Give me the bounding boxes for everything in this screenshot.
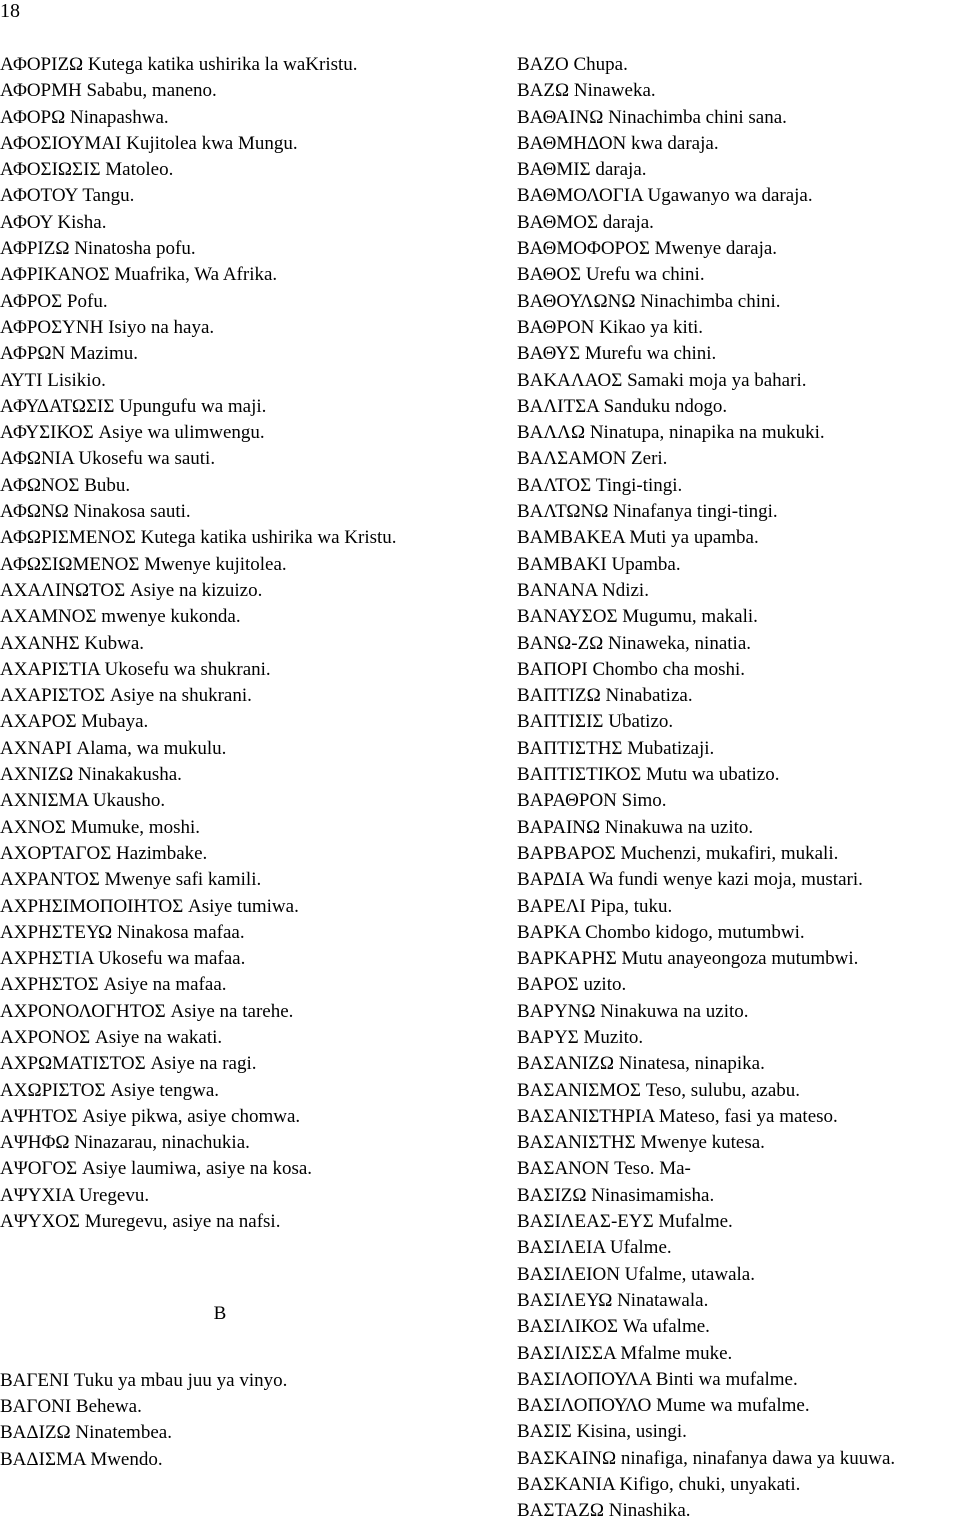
dictionary-entry: ΑΧΡΟΝΟΣ Asiye na wakati. — [0, 1026, 223, 1048]
dictionary-entry: ΑΧΝΙΣΜΑ Ukausho. — [0, 790, 166, 812]
dictionary-entry: ΒΑΣΙΛΟΠΟΥΛΟ Mume wa mufalme. — [517, 1395, 810, 1417]
dictionary-entry: ΒΑΡΕΛΙ Pipa, tuku. — [517, 895, 673, 917]
dictionary-entry: ΒΑΘΜΟΦΟΡΟΣ Mwenye daraja. — [517, 238, 778, 260]
dictionary-entry: ΑΧΡΩΜΑΤΙΣΤΟΣ Asiye na ragi. — [0, 1053, 257, 1075]
dictionary-entry: ΑΦΡΟΣΥΝΗ Isiyo na haya. — [0, 316, 215, 338]
dictionary-entry: ΑΦΡΙΖΩ Ninatosha pofu. — [0, 238, 196, 260]
dictionary-entry: ΑΧΡΗΣΤΕΥΩ Ninakosa mafaa. — [0, 921, 245, 943]
dictionary-entry: ΒΑΡΥΝΩ Ninakuwa na uzito. — [517, 1000, 749, 1022]
section-entries-list — [0, 1368, 480, 1473]
dictionary-entry: ΑΦΥΔΑΤΩΣΙΣ Upungufu wa maji. — [0, 395, 267, 417]
dictionary-entry: ΑΦΡΙΚΑΝΟΣ Muafrika, Wa Afrika. — [0, 264, 278, 286]
dictionary-entry: ΒΑΣΙΛΟΠΟΥΛΑ Binti wa mufalme. — [517, 1368, 798, 1390]
dictionary-entry: ΒΑΖΟ Chupa. — [517, 54, 628, 75]
dictionary-entry: ΒΑΘΜΗΔΟΝ kwa daraja. — [517, 132, 719, 154]
dictionary-entry: ΑΨΟΓΟΣ Asiye laumiwa, asiye na kosa. — [0, 1158, 313, 1180]
dictionary-entry: ΒΑΣΙΛΙΣΣΑ Mfalme muke. — [517, 1342, 733, 1364]
dictionary-entry: ΑΧΡΟΝΟΛΟΓΗΤΟΣ Asiye na tarehe. — [0, 1000, 294, 1022]
dictionary-entry: ΑΧΝΑΡΙ Alama, wa mukulu. — [0, 737, 227, 759]
dictionary-entry: ΑΧΑΛΙΝΩΤΟΣ Asiye na kizuizo. — [0, 579, 263, 601]
left-column — [0, 52, 480, 1473]
dictionary-entry: ΒΑΡΚΑΡΗΣ Mutu anayeongoza mutumbwi. — [517, 948, 859, 970]
dictionary-entry: ΒΑΘΟΣ Urefu wa chini. — [517, 264, 705, 286]
dictionary-entry: ΑΦΟΣΙΟΥΜΑΙ Kujitolea kwa Mungu. — [0, 132, 298, 154]
dictionary-entry: ΒΑΣΙΖΩ Ninasimamisha. — [517, 1184, 715, 1206]
dictionary-entry: ΒΑΚΑΛΑΟΣ Samaki moja ya bahari. — [517, 369, 807, 391]
dictionary-entry: ΒΑΜΒΑΚΕΑ Muti ya upamba. — [517, 527, 759, 549]
dictionary-entry: ΑΨΗΤΟΣ Asiye pikwa, asiye chomwa. — [0, 1105, 301, 1127]
dictionary-entry: ΒΑΣΙΣ Kisina, usingi. — [517, 1421, 687, 1443]
dictionary-entry: ΒΑΡΥΣ Muzito. — [517, 1026, 644, 1048]
dictionary-entry: ΑΦΩΝΟΣ Bubu. — [0, 474, 131, 496]
dictionary-entry: ΒΑΓΟΝΙ Behewa. — [0, 1395, 142, 1417]
dictionary-entry: ΑΧΑΡΙΣΤΙΑ Ukosefu wa shukrani. — [0, 658, 271, 680]
dictionary-entry: ΑΧΑΡΙΣΤΟΣ Asiye na shukrani. — [0, 685, 252, 707]
dictionary-entry: ΑΦΟΡΙΖΩ Kutega katika ushirika la waKristu. — [0, 54, 358, 75]
dictionary-entry: ΒΑΝΩ-ΖΩ Ninaweka, ninatia. — [517, 632, 752, 654]
dictionary-entry: ΒΑΣΑΝΙΣΤΗΡΙΑ Mateso, fasi ya mateso. — [517, 1105, 838, 1127]
dictionary-entry: ΑΧΡΗΣΤΙΑ Ukosefu wa mafaa. — [0, 948, 246, 970]
dictionary-entry: ΒΑΡΒΑΡΟΣ Muchenzi, mukafiri, mukali. — [517, 842, 839, 864]
dictionary-entry: ΒΑΛΣΑΜΟΝ Zeri. — [517, 448, 668, 470]
dictionary-entry: ΑΧΑΝΗΣ Kubwa. — [0, 632, 145, 654]
dictionary-entry: ΑΨΗΦΩ Ninazarau, ninachukia. — [0, 1132, 250, 1154]
dictionary-entry: ΑΦΟΡΜΗ Sababu, maneno. — [0, 80, 217, 102]
dictionary-entry: ΒΑΖΩ Ninaweka. — [517, 80, 656, 102]
dictionary-entry: ΑΦΩΡΙΣΜΕΝΟΣ Kutega katika ushirika wa Kristu. — [0, 527, 397, 549]
dictionary-entry: ΒΑΣΙΛΕΑΣ-ΕΥΣ Mufalme. — [517, 1211, 733, 1233]
dictionary-entry: ΑΦΟΥ Kisha. — [0, 211, 107, 233]
dictionary-entry: ΒΑΛΙΤΣΑ Sanduku ndogo. — [517, 395, 728, 417]
dictionary-entry: ΒΑΣΑΝΙΖΩ Ninatesa, ninapika. — [517, 1053, 765, 1075]
dictionary-entry: ΑΧΡΑΝΤΟΣ Mwenye safi kamili. — [0, 869, 262, 891]
dictionary-entry: ΒΑΘΜΟΛΟΓΙΑ Ugawanyo wa daraja. — [517, 185, 813, 207]
dictionary-entry: ΒΑΠΟΡΙ Chombo cha moshi. — [517, 658, 745, 680]
right-entries-list — [517, 52, 960, 1525]
dictionary-entry: ΒΑΓΕΝΙ Tuku ya mbau juu ya vinyo. — [0, 1369, 288, 1391]
dictionary-entry: ΑΦΥΣΙΚΟΣ Asiye wa ulimwengu. — [0, 422, 265, 444]
dictionary-entry: ΑΧΑΡΟΣ Mubaya. — [0, 711, 149, 733]
dictionary-entry: ΒΑΠΤΙΣΤΗΣ Mubatizaji. — [517, 737, 715, 759]
dictionary-entry: ΒΑΣΙΛΕΙΟΝ Ufalme, utawala. — [517, 1263, 755, 1285]
right-column — [517, 52, 960, 1525]
dictionary-entry: ΑΦΩΝΙΑ Ukosefu wa sauti. — [0, 448, 216, 470]
dictionary-entry: ΒΑΡΟΣ uzito. — [517, 974, 627, 996]
dictionary-entry: ΒΑΣΑΝΙΣΜΟΣ Teso, sulubu, azabu. — [517, 1079, 801, 1101]
dictionary-entry: ΒΑΔΙΖΩ Ninatembea. — [0, 1422, 172, 1444]
dictionary-entry: ΒΑΣΚΑΙΝΩ ninafiga, ninafanya dawa ya kuuwa. — [517, 1447, 896, 1469]
page-number: 18 — [0, 0, 20, 22]
dictionary-entry: ΑΧΡΗΣΙΜΟΠΟΙΗΤΟΣ Asiye tumiwa. — [0, 895, 299, 917]
dictionary-entry: ΒΑΜΒΑΚΙ Upamba. — [517, 553, 681, 575]
dictionary-entry: ΑΥΤΙ Lisikio. — [0, 369, 106, 391]
dictionary-entry: ΑΧΝΙΖΩ Ninakakusha. — [0, 764, 182, 786]
dictionary-entry: ΑΦΟΣΙΩΣΙΣ Matoleo. — [0, 159, 174, 181]
dictionary-entry: ΑΧΑΜΝΟΣ mwenye kukonda. — [0, 606, 241, 628]
dictionary-entry: ΒΑΡΔΙΑ Wa fundi wenye kazi moja, mustari. — [517, 869, 863, 891]
dictionary-entry: ΒΑΠΤΙΣΙΣ Ubatizo. — [517, 711, 674, 733]
dictionary-entry: ΑΦΡΩΝ Mazimu. — [0, 343, 139, 365]
dictionary-entry: ΑΧΝΟΣ Mumuke, moshi. — [0, 816, 201, 838]
left-entries-list — [0, 52, 480, 1235]
dictionary-entry: ΑΧΟΡΤΑΓΟΣ Hazimbake. — [0, 842, 208, 864]
dictionary-entry: ΒΑΘΥΣ Murefu wa chini. — [517, 343, 717, 365]
dictionary-entry: ΒΑΔΙΣΜΑ Mwendo. — [0, 1448, 163, 1470]
dictionary-entry: ΒΑΘΑΙΝΩ Ninachimba chini sana. — [517, 106, 787, 128]
dictionary-entry: ΒΑΣΤΑΖΩ Ninashika. — [517, 1500, 691, 1522]
dictionary-entry: ΑΦΡΟΣ Pofu. — [0, 290, 108, 312]
dictionary-entry: ΒΑΘΟΥΛΩΝΩ Ninachimba chini. — [517, 290, 781, 312]
dictionary-entry: ΑΨΥΧΟΣ Muregevu, asiye na nafsi. — [0, 1211, 281, 1233]
dictionary-entry: ΒΑΘΜΟΣ daraja. — [517, 211, 654, 233]
section-letter: B — [213, 1303, 227, 1325]
dictionary-entry: ΑΦΟΡΩ Ninapashwa. — [0, 106, 169, 128]
dictionary-entry: ΒΑΘΜΙΣ daraja. — [517, 159, 647, 181]
dictionary-entry: ΑΦΩΣΙΩΜΕΝΟΣ Mwenye kujitolea. — [0, 553, 287, 575]
dictionary-entry: ΒΑΣΚΑΝΙΑ Kifigo, chuki, unyakati. — [517, 1474, 801, 1496]
dictionary-entry: ΒΑΣΙΛΙΚΟΣ Wa ufalme. — [517, 1316, 710, 1338]
dictionary-entry: ΒΑΡΚΑ Chombo kidogo, mutumbwi. — [517, 921, 805, 943]
dictionary-entry: ΑΨΥΧΙΑ Uregevu. — [0, 1184, 150, 1206]
dictionary-entry: ΒΑΣΑΝΙΣΤΗΣ Mwenye kutesa. — [517, 1132, 765, 1154]
dictionary-entry: ΑΧΡΗΣΤΟΣ Asiye na mafaa. — [0, 974, 227, 996]
dictionary-entry: ΒΑΣΑΝΟΝ Teso. Ma- — [517, 1158, 691, 1180]
dictionary-entry: ΑΦΟΤΟΥ Tangu. — [0, 185, 135, 207]
dictionary-entry: ΒΑΠΤΙΖΩ Ninabatiza. — [517, 685, 693, 707]
dictionary-entry: ΒΑΘΡΟΝ Kikao ya kiti. — [517, 316, 704, 338]
dictionary-entry: ΒΑΣΙΛΕΥΩ Ninatawala. — [517, 1289, 709, 1311]
dictionary-entry: ΒΑΠΤΙΣΤΙΚΟΣ Mutu wa ubatizo. — [517, 764, 780, 786]
dictionary-entry: ΒΑΛΤΟΣ Tingi-tingi. — [517, 474, 683, 496]
dictionary-entry: ΒΑΡΑΙΝΩ Ninakuwa na uzito. — [517, 816, 754, 838]
dictionary-entry: ΒΑΝΑΥΣΟΣ Mugumu, makali. — [517, 606, 758, 628]
dictionary-entry: ΒΑΝΑΝΑ Ndizi. — [517, 579, 649, 601]
dictionary-entry: ΒΑΡΑΘΡΟΝ Simo. — [517, 790, 667, 812]
dictionary-entry: ΑΦΩΝΩ Ninakosa sauti. — [0, 501, 191, 523]
dictionary-entry: ΑΧΩΡΙΣΤΟΣ Asiye tengwa. — [0, 1079, 220, 1101]
dictionary-entry: ΒΑΛΛΩ Ninatupa, ninapika na mukuki. — [517, 422, 825, 444]
dictionary-entry: ΒΑΣΙΛΕΙΑ Ufalme. — [517, 1237, 672, 1259]
dictionary-entry: ΒΑΛΤΩΝΩ Ninafanya tingi-tingi. — [517, 501, 778, 523]
